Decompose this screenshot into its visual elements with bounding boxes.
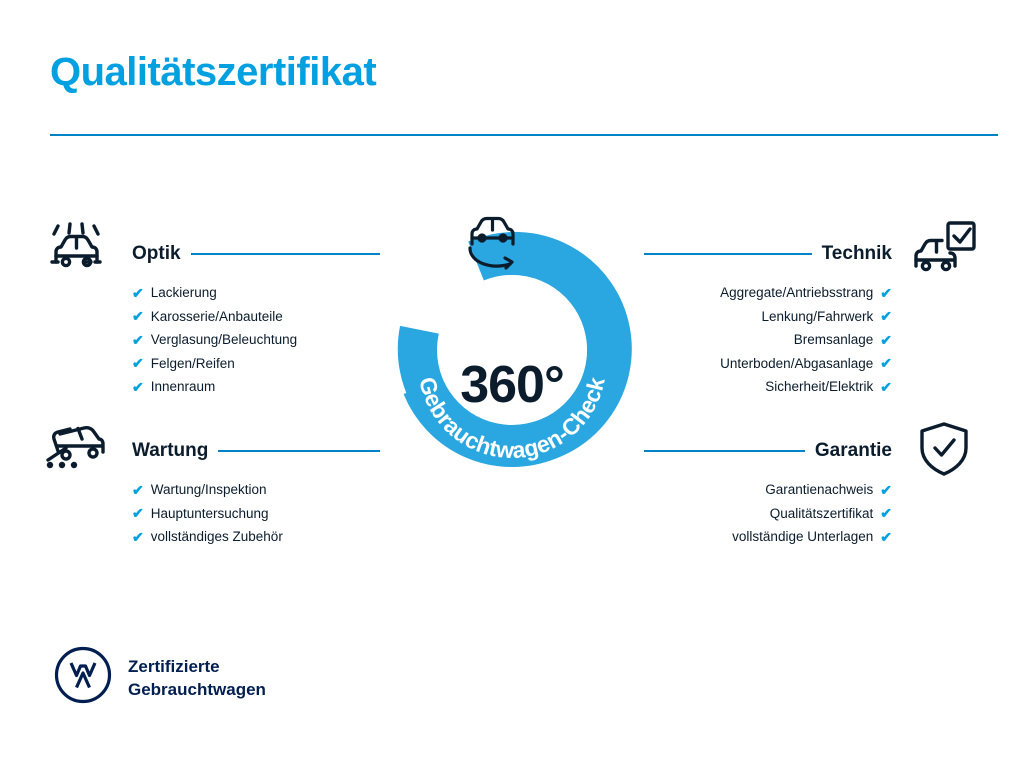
list-item [644,375,892,399]
list-item [132,375,380,399]
list-item [132,478,380,502]
section-technik-divider [644,253,812,255]
check-icon: ✔ [880,308,892,325]
car-lift-icon [44,418,110,479]
list-item-label: Innenraum [150,379,216,394]
section-wartung-header [132,440,380,462]
check-icon: ✔ [132,505,144,522]
list-item-label: Wartung/Inspektion [150,482,267,497]
degrees-label [372,196,652,486]
list-item-label: Bremsanlage [793,332,874,347]
list-item-label: Karosserie/Anbauteile [150,308,283,324]
section-wartung [132,440,380,565]
section-technik [644,243,892,415]
list-item-label: Qualitätszertifikat [769,505,874,521]
check-icon: ✔ [880,331,892,348]
list-item-label: Hauptuntersuchung [150,505,269,521]
section-technik-list [644,281,892,399]
check-icon: ✔ [132,378,144,395]
list-item-label: Lackierung [150,285,217,300]
list-item-label: vollständiges Zubehör [150,529,283,544]
list-item-label: Lenkung/Fahrwerk [761,308,874,324]
list-item [644,352,892,376]
section-garantie-header [644,440,892,462]
check-icon: ✔ [880,378,892,395]
list-item-label: vollständige Unterlagen [732,529,874,544]
shield-check-icon [918,420,970,483]
section-garantie [644,440,892,565]
section-optik-header [132,243,380,265]
footer-line-2: Gebrauchtwagen [128,679,266,699]
car-check-icon [912,220,978,283]
section-wartung-title: Wartung [132,440,209,461]
check-icon: ✔ [132,528,144,545]
list-item-label: Felgen/Reifen [150,355,235,371]
check-icon: ✔ [132,355,144,372]
page-title: Qualitätszertifikat [50,50,377,94]
check-icon: ✔ [880,528,892,545]
footer-line-1: Zertifizierte [128,656,220,676]
section-wartung-list [132,478,380,549]
car-wash-icon [48,222,110,285]
list-item-label: Verglasung/Beleuchtung [150,332,298,347]
section-wartung-divider [218,450,380,452]
section-technik-header [644,243,892,265]
check-icon: ✔ [132,284,144,301]
list-item [132,352,380,376]
list-item-label: Aggregate/Antriebsstrang [720,285,874,300]
list-item [644,281,892,305]
check-icon: ✔ [132,308,144,325]
section-garantie-list [644,478,892,549]
list-item [644,328,892,352]
section-garantie-divider [644,450,805,452]
section-technik-title: Technik [821,243,892,264]
degrees-value: 360° [460,356,564,414]
list-item [644,305,892,329]
check-icon: ✔ [880,481,892,498]
section-optik-list [132,281,380,399]
list-item [644,502,892,526]
list-item [132,502,380,526]
check-icon: ✔ [880,284,892,301]
section-optik-divider [191,253,380,255]
list-item [644,478,892,502]
title-divider [50,134,998,136]
check-icon: ✔ [880,355,892,372]
list-item [132,328,380,352]
list-item-label: Sicherheit/Elektrik [765,379,874,394]
svg-text:Gebrauchtwagen-Check: Gebrauchtwagen-Check [414,374,610,464]
section-optik [132,243,380,415]
vw-logo [54,646,112,709]
list-item [132,305,380,329]
section-garantie-title: Garantie [814,440,892,461]
check-icon: ✔ [880,505,892,522]
list-item [132,525,380,549]
list-item [132,281,380,305]
list-item-label: Unterboden/Abgasanlage [720,355,874,371]
section-optik-title: Optik [132,243,181,264]
gebrauchtwagen-check-ring [372,196,652,486]
check-icon: ✔ [132,331,144,348]
list-item [644,525,892,549]
footer-brand [54,646,266,709]
check-icon: ✔ [132,481,144,498]
footer-text [128,655,266,701]
list-item-label: Garantienachweis [765,482,874,497]
